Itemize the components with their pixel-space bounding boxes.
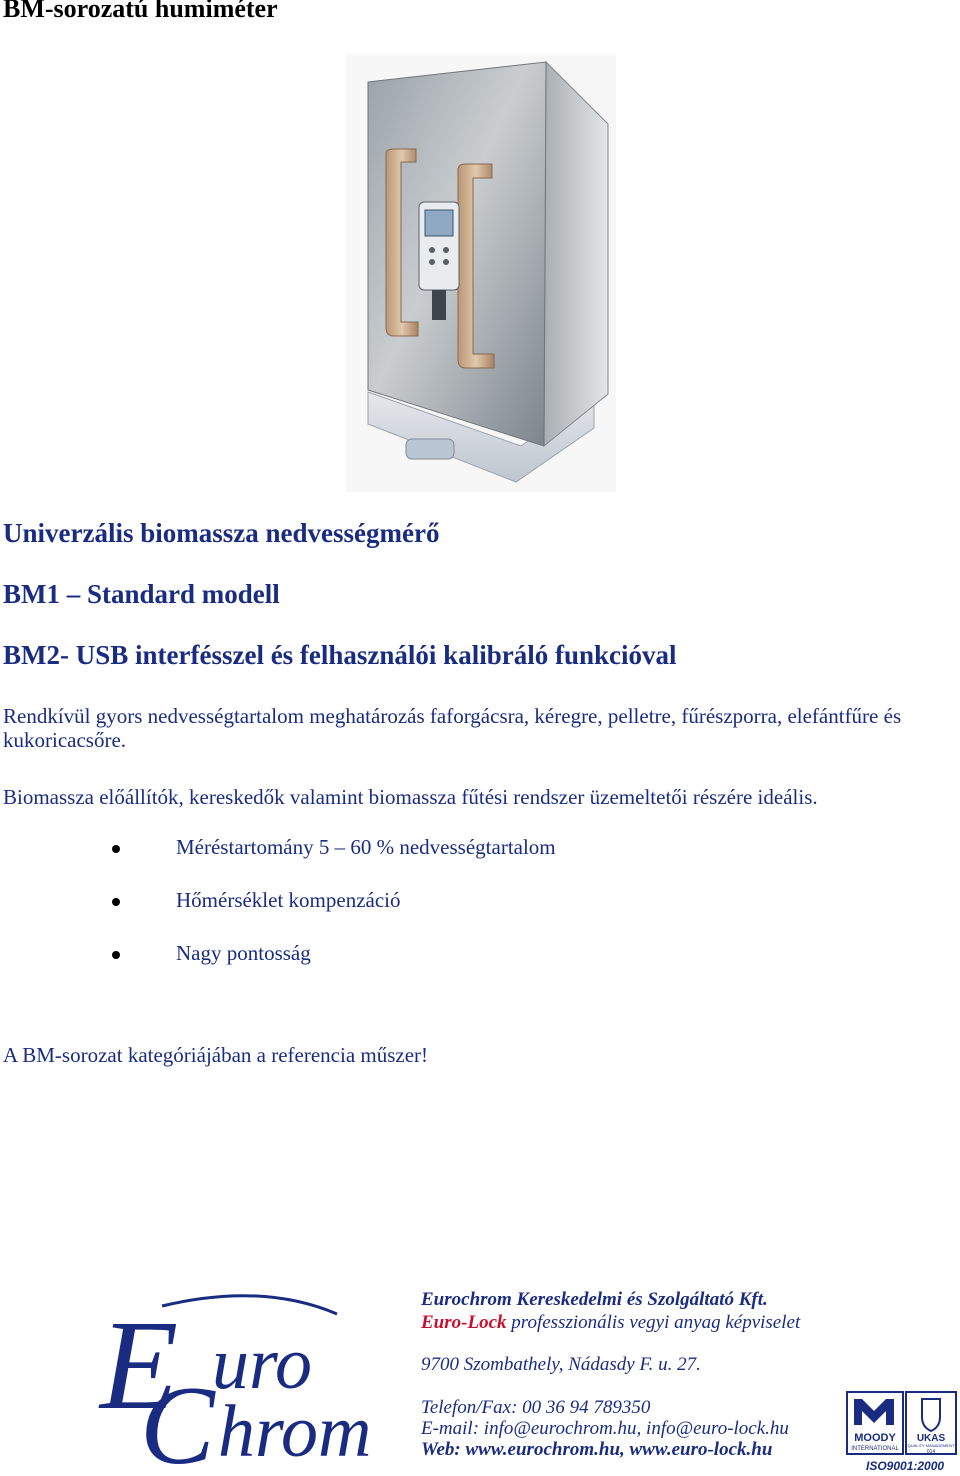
company-tagline <box>421 1312 800 1334</box>
heading-universal: Univerzális biomassza nedvességmérő <box>3 518 440 548</box>
page-title: BM-sorozatú humiméter <box>3 0 278 23</box>
iso-label: ISO9001:2000 <box>866 1459 945 1473</box>
svg-text:014: 014 <box>926 1449 936 1455</box>
description-paragraph: Rendkívül gyors nedvességtartalom meghatározás faforgácsra, kéregre, pelletre, fűrészporra, elefántfűre és kukoricacsőre. <box>3 704 902 752</box>
svg-text:E: E <box>100 1294 179 1436</box>
tagline-brand: Euro-Lock <box>421 1312 507 1333</box>
humimeter-product-image <box>346 54 616 492</box>
svg-text:C: C <box>140 1364 215 1472</box>
svg-text:uro: uro <box>212 1323 313 1405</box>
company-address: 9700 Szombathely, Nádasdy F. u. 27. <box>421 1354 701 1375</box>
company-web: Web: www.eurochrom.hu, www.euro-lock.hu <box>421 1439 773 1460</box>
svg-text:QUALITY MANAGEMENT: QUALITY MANAGEMENT <box>907 1443 955 1448</box>
company-phone: Telefon/Fax: 00 36 94 789350 <box>421 1397 651 1418</box>
eurochrom-logo <box>92 1288 392 1472</box>
heading-bm2: BM2- USB interfésszel és felhasználói kalibráló funkcióval <box>3 640 677 670</box>
svg-text:MOODY: MOODY <box>854 1432 896 1444</box>
target-users-paragraph: Biomassza előállítók, kereskedők valamint biomassza fűtési rendszer üzemeltetői részére ideális. <box>3 785 818 809</box>
heading-bm1: BM1 – Standard modell <box>3 579 280 609</box>
svg-text:UKAS: UKAS <box>916 1433 946 1444</box>
company-email: E-mail: info@eurochrom.hu, info@euro-lock.hu <box>421 1418 789 1439</box>
feature-item: Nagy pontosság <box>176 941 311 965</box>
closing-statement: A BM-sorozat kategóriájában a referencia műszer! <box>3 1043 429 1067</box>
bullet-icon <box>112 845 120 853</box>
feature-item: Méréstartomány 5 – 60 % nedvességtartalom <box>176 835 556 859</box>
svg-text:hrom: hrom <box>218 1391 372 1472</box>
company-name: Eurochrom Kereskedelmi és Szolgáltató Kft. <box>421 1289 768 1310</box>
feature-item: Hőmérséklet kompenzáció <box>176 888 401 912</box>
bullet-icon <box>112 898 120 906</box>
bullet-icon <box>112 951 120 959</box>
tagline-text: professzionális vegyi anyag képviselet <box>506 1312 801 1333</box>
svg-text:INTERNATIONAL: INTERNATIONAL <box>851 1446 899 1452</box>
